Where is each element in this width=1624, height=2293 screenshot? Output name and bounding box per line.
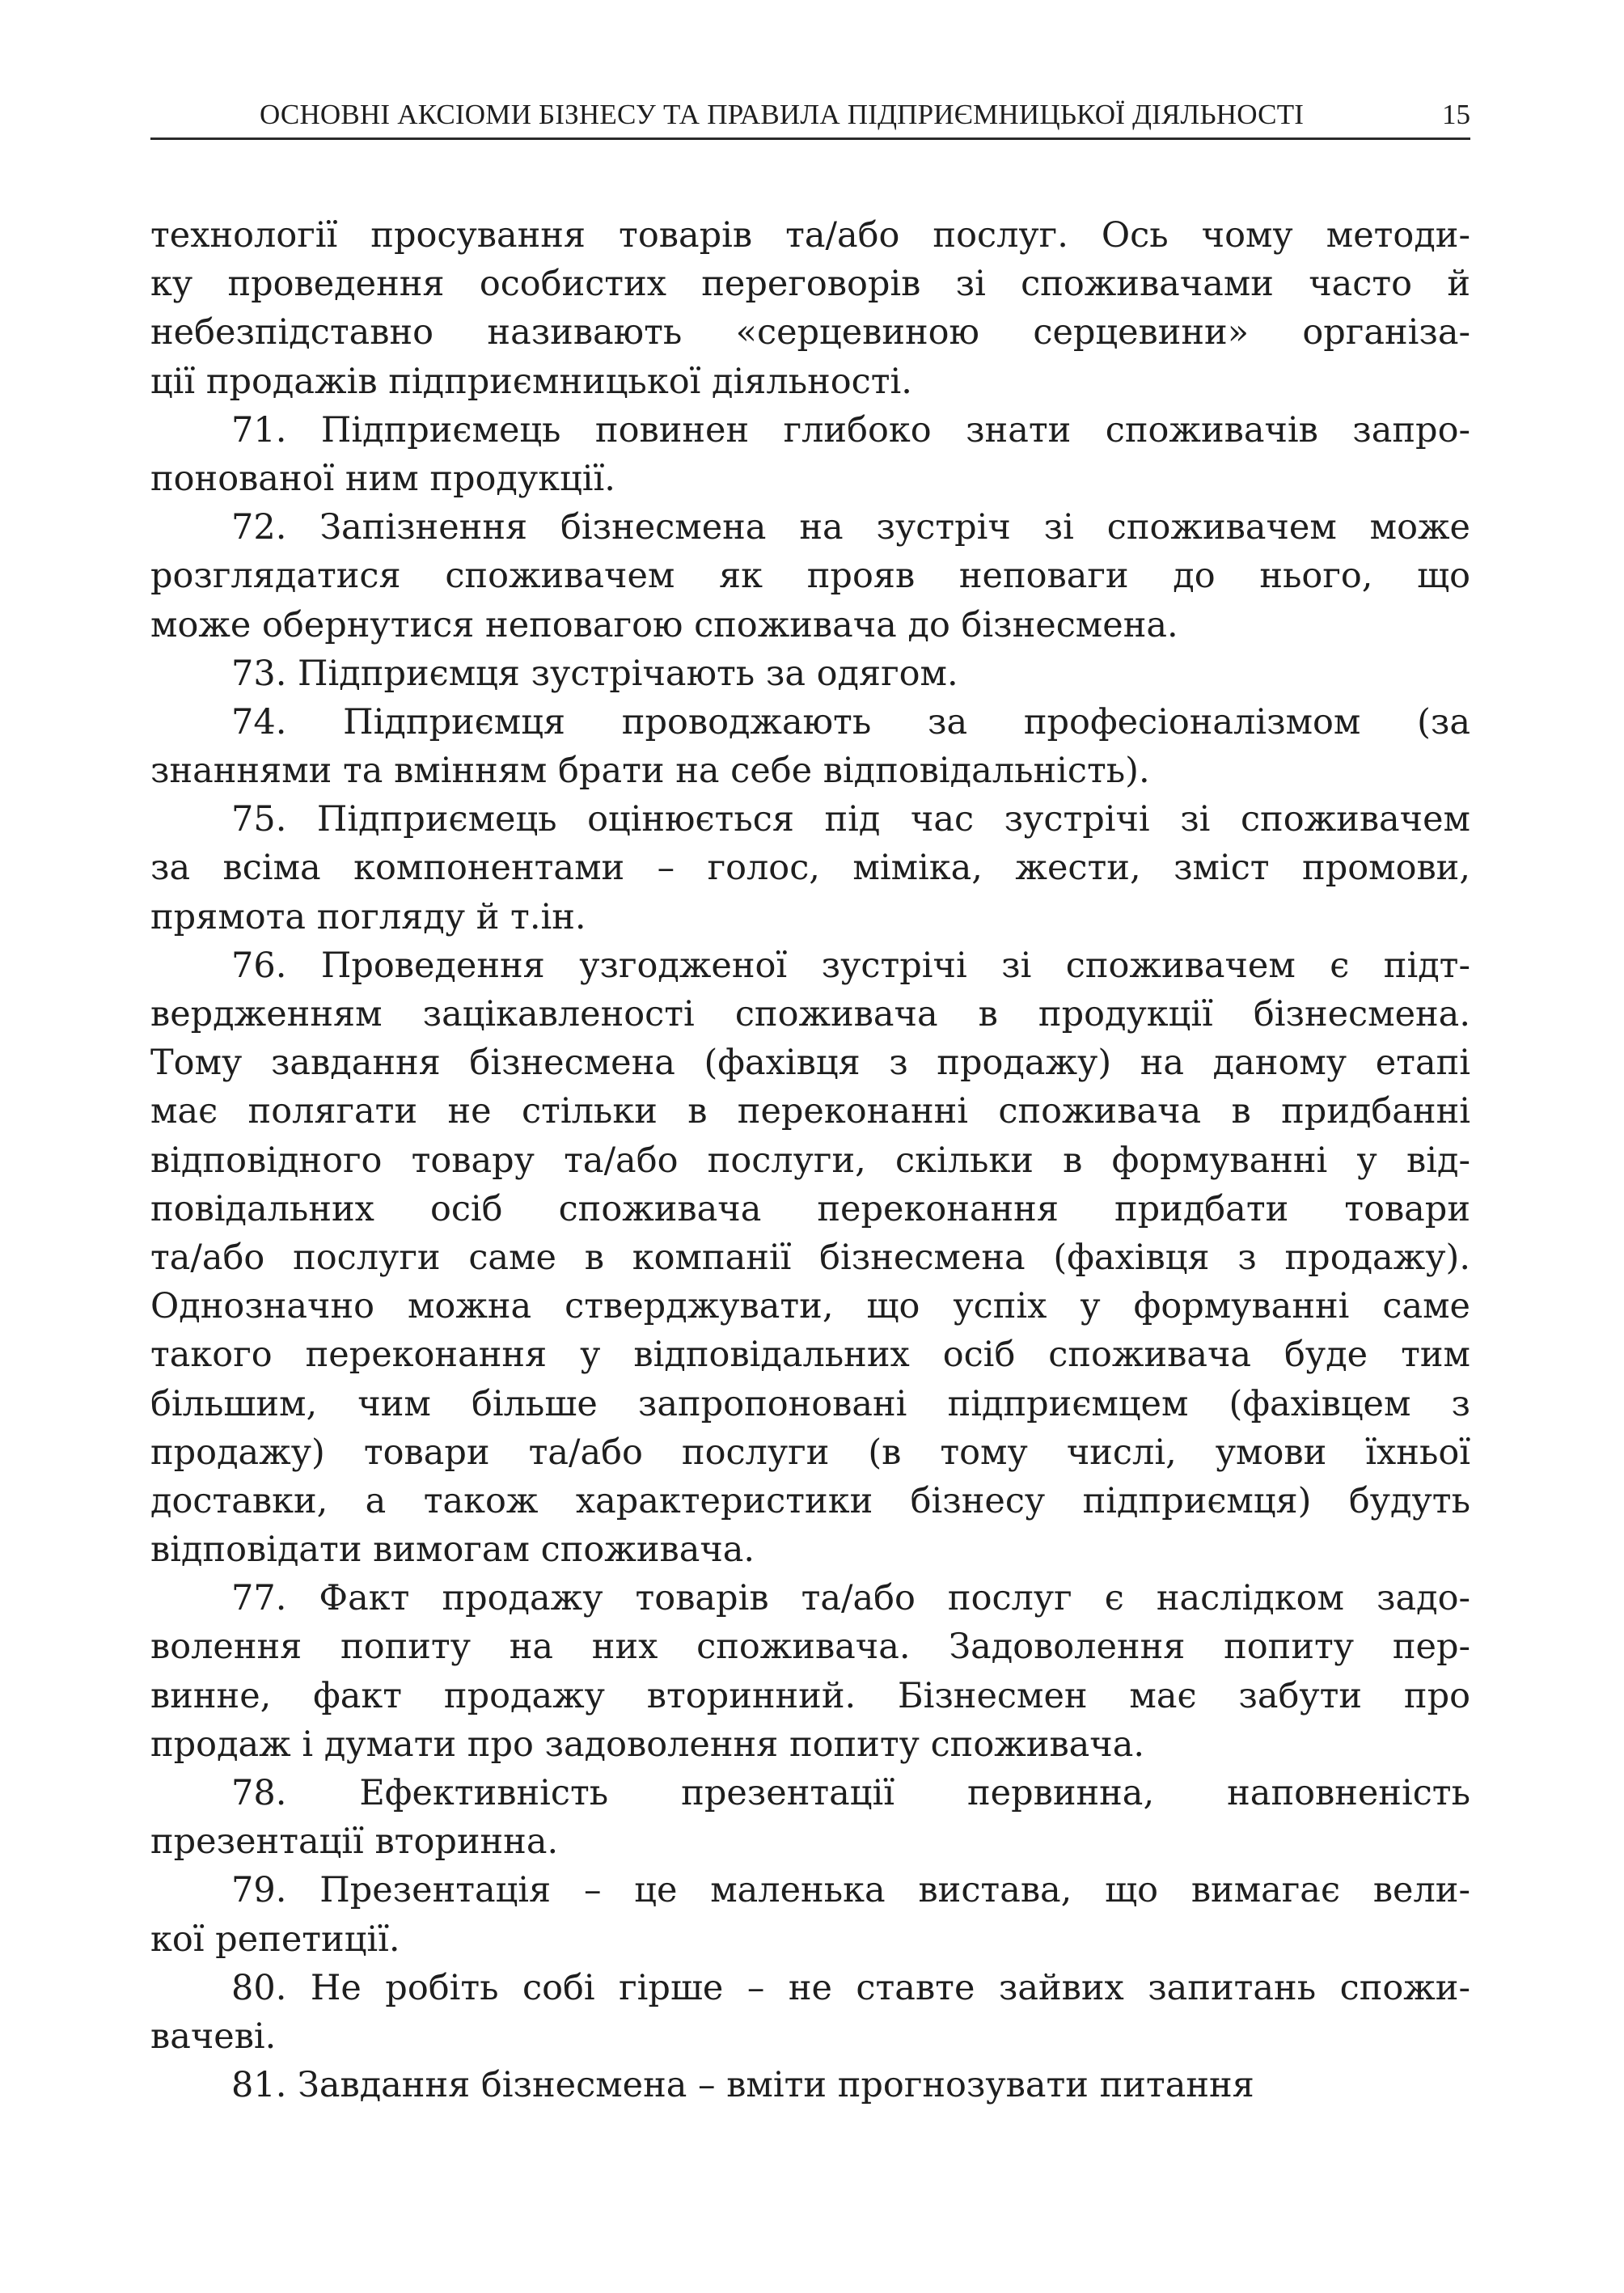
paragraph [150,941,1470,1574]
text-line: відповідати вимогам споживача. [150,1529,755,1571]
text-line: Однозначно можна стверджувати, що успіх у формуванні саме [150,1286,1470,1327]
text-line: вердженням зацікавленості споживача в продукції бізнесмена. [150,994,1470,1034]
text-line: презентації вторинна. [150,1821,559,1863]
paragraph [150,503,1470,649]
text-line: 78. Ефективність презентації первинна, наповненість [231,1773,1470,1813]
paragraph [150,1964,1470,2061]
paragraph [150,649,1470,698]
text-line: кої репетиції. [150,1919,400,1960]
paragraph [150,698,1470,795]
text-line: винне, факт продажу вторинний. Бізнесмен має забути про [150,1675,1470,1716]
text-line: 73. Підприємця зустрічають за одягом. [231,653,958,694]
text-line: повідальних осіб споживача переконання придбати товари [150,1188,1470,1229]
text-line: знаннями та вмінням брати на себе відповідальність). [150,751,1150,792]
body-text [150,211,1470,2109]
paragraph [150,1769,1470,1866]
text-line: 71. Підприємець повинен глибоко знати споживачів запро- [231,409,1470,451]
text-line: 77. Факт продажу товарів та/або послуг є наслідком задо- [231,1578,1470,1619]
text-line: 72. Запізнення бізнесмена на зустріч зі споживачем може [231,507,1470,548]
paragraph [150,795,1470,941]
page-number: 15 [1442,99,1470,130]
text-line: може обернутися неповагою споживача до бізнесмена. [150,604,1178,645]
text-line: небезпідставно називають «серцевиною серцевини» організа- [150,312,1470,353]
text-line: 75. Підприємець оцінюється під час зустрічі зі споживачем [231,799,1470,840]
text-line: та/або послуги саме в компанії бізнесмена (фахівця з продажу). [150,1237,1470,1278]
text-line: такого переконання у відповідальних осіб споживача буде тим [150,1335,1470,1376]
text-line: за всіма компонентами – голос, міміка, жести, зміст промови, [150,848,1470,889]
text-line: понованої ним продукції. [150,458,615,499]
text-line: відповідного товару та/або послуги, скільки в формуванні у від- [150,1140,1470,1181]
paragraph [150,406,1470,503]
text-line: 80. Не робіть собі гірше – не ставте зайвих запитань спожи- [231,1967,1470,2008]
text-line: вачеві. [150,2016,277,2057]
text-line: 76. Проведення узгодженої зустрічі зі споживачем є підт- [231,945,1470,986]
text-line: 74. Підприємця проводжають за професіоналізмом (за [231,701,1470,742]
text-line: продаж і думати про задоволення попиту споживача. [150,1724,1145,1765]
text-line: ції продажів підприємницької діяльності. [150,361,912,402]
text-line: технології просування товарів та/або послуг. Ось чому методи- [150,215,1470,256]
paragraph [150,2061,1470,2109]
running-title: ОСНОВНІ АКСІОМИ БІЗНЕСУ ТА ПРАВИЛА ПІДПРИЄМНИЦЬКОЇ ДІЯЛЬНОСТІ [260,99,1305,130]
text-line: доставки, а також характеристики бізнесу підприємця) будуть [150,1480,1470,1521]
text-line: більшим, чим більше запропоновані підприємцем (фахівцем з [150,1383,1470,1424]
paragraph [150,1866,1470,1963]
text-line: прямота погляду й т.ін. [150,896,586,937]
text-line: ку проведення особистих переговорів зі споживачами часто й [150,264,1470,305]
text-line: Тому завдання бізнесмена (фахівця з продажу) на даному етапі [150,1043,1470,1084]
paragraph [150,1574,1470,1769]
paragraph [150,211,1470,406]
running-header [150,89,1470,140]
text-line: волення попиту на них споживача. Задоволення попиту пер- [150,1627,1470,1668]
text-line: продажу) товари та/або послуги (в тому числі, умови їхньої [150,1432,1470,1473]
text-line: 81. Завдання бізнесмена – вміти прогнозувати питання [231,2065,1254,2106]
text-line: має полягати не стільки в переконанні споживача в придбанні [150,1091,1470,1132]
text-line: розглядатися споживачем як прояв неповаги до нього, що [150,556,1470,597]
text-line: 79. Презентація – це маленька вистава, що вимагає вели- [231,1870,1470,1911]
